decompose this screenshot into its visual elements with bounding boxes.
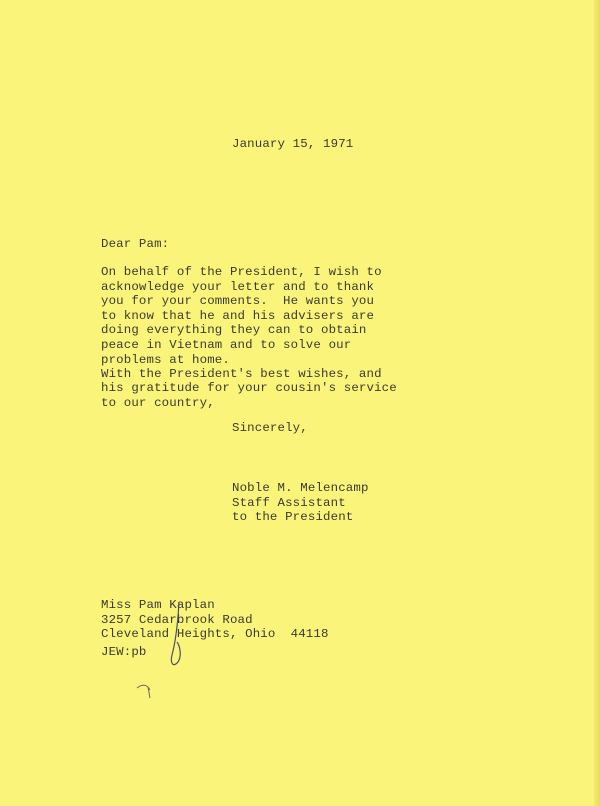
paragraph-line: peace in Vietnam and to solve our [101, 338, 352, 352]
recipient-name: Miss Pam Kaplan [101, 598, 215, 612]
paragraph-line: to know that he and his advisers are [101, 308, 375, 323]
pencil-tick-mark [137, 685, 150, 698]
letter-date: January 15, 1971 [232, 137, 354, 151]
signer-title: Staff Assistant [232, 495, 346, 510]
paragraph-line: acknowledge your letter and to thank [101, 279, 375, 294]
paragraph-line: to our country, [101, 395, 215, 410]
paragraph-line: his gratitude for your cousin's service [101, 381, 397, 396]
signer-title-2: to the President [232, 510, 354, 525]
recipient-street: 3257 Cedarbrook Road [101, 612, 253, 627]
salutation: Dear Pam: [101, 237, 170, 251]
reference-initials: JEW:pb [101, 645, 147, 659]
paragraph-line: problems at home. [101, 352, 230, 367]
paragraph-line: you for your comments. He wants you [101, 294, 375, 309]
closing: Sincerely, [232, 421, 308, 435]
recipient-city: Cleveland Heights, Ohio 44118 [101, 627, 329, 642]
signer-name: Noble M. Melencamp [232, 481, 369, 495]
paragraph-line: On behalf of the President, I wish to [101, 265, 382, 279]
pen-stroke-mark [171, 602, 180, 665]
paragraph-line: doing everything they can to obtain [101, 323, 367, 338]
paragraph-line: With the President's best wishes, and [101, 366, 382, 381]
